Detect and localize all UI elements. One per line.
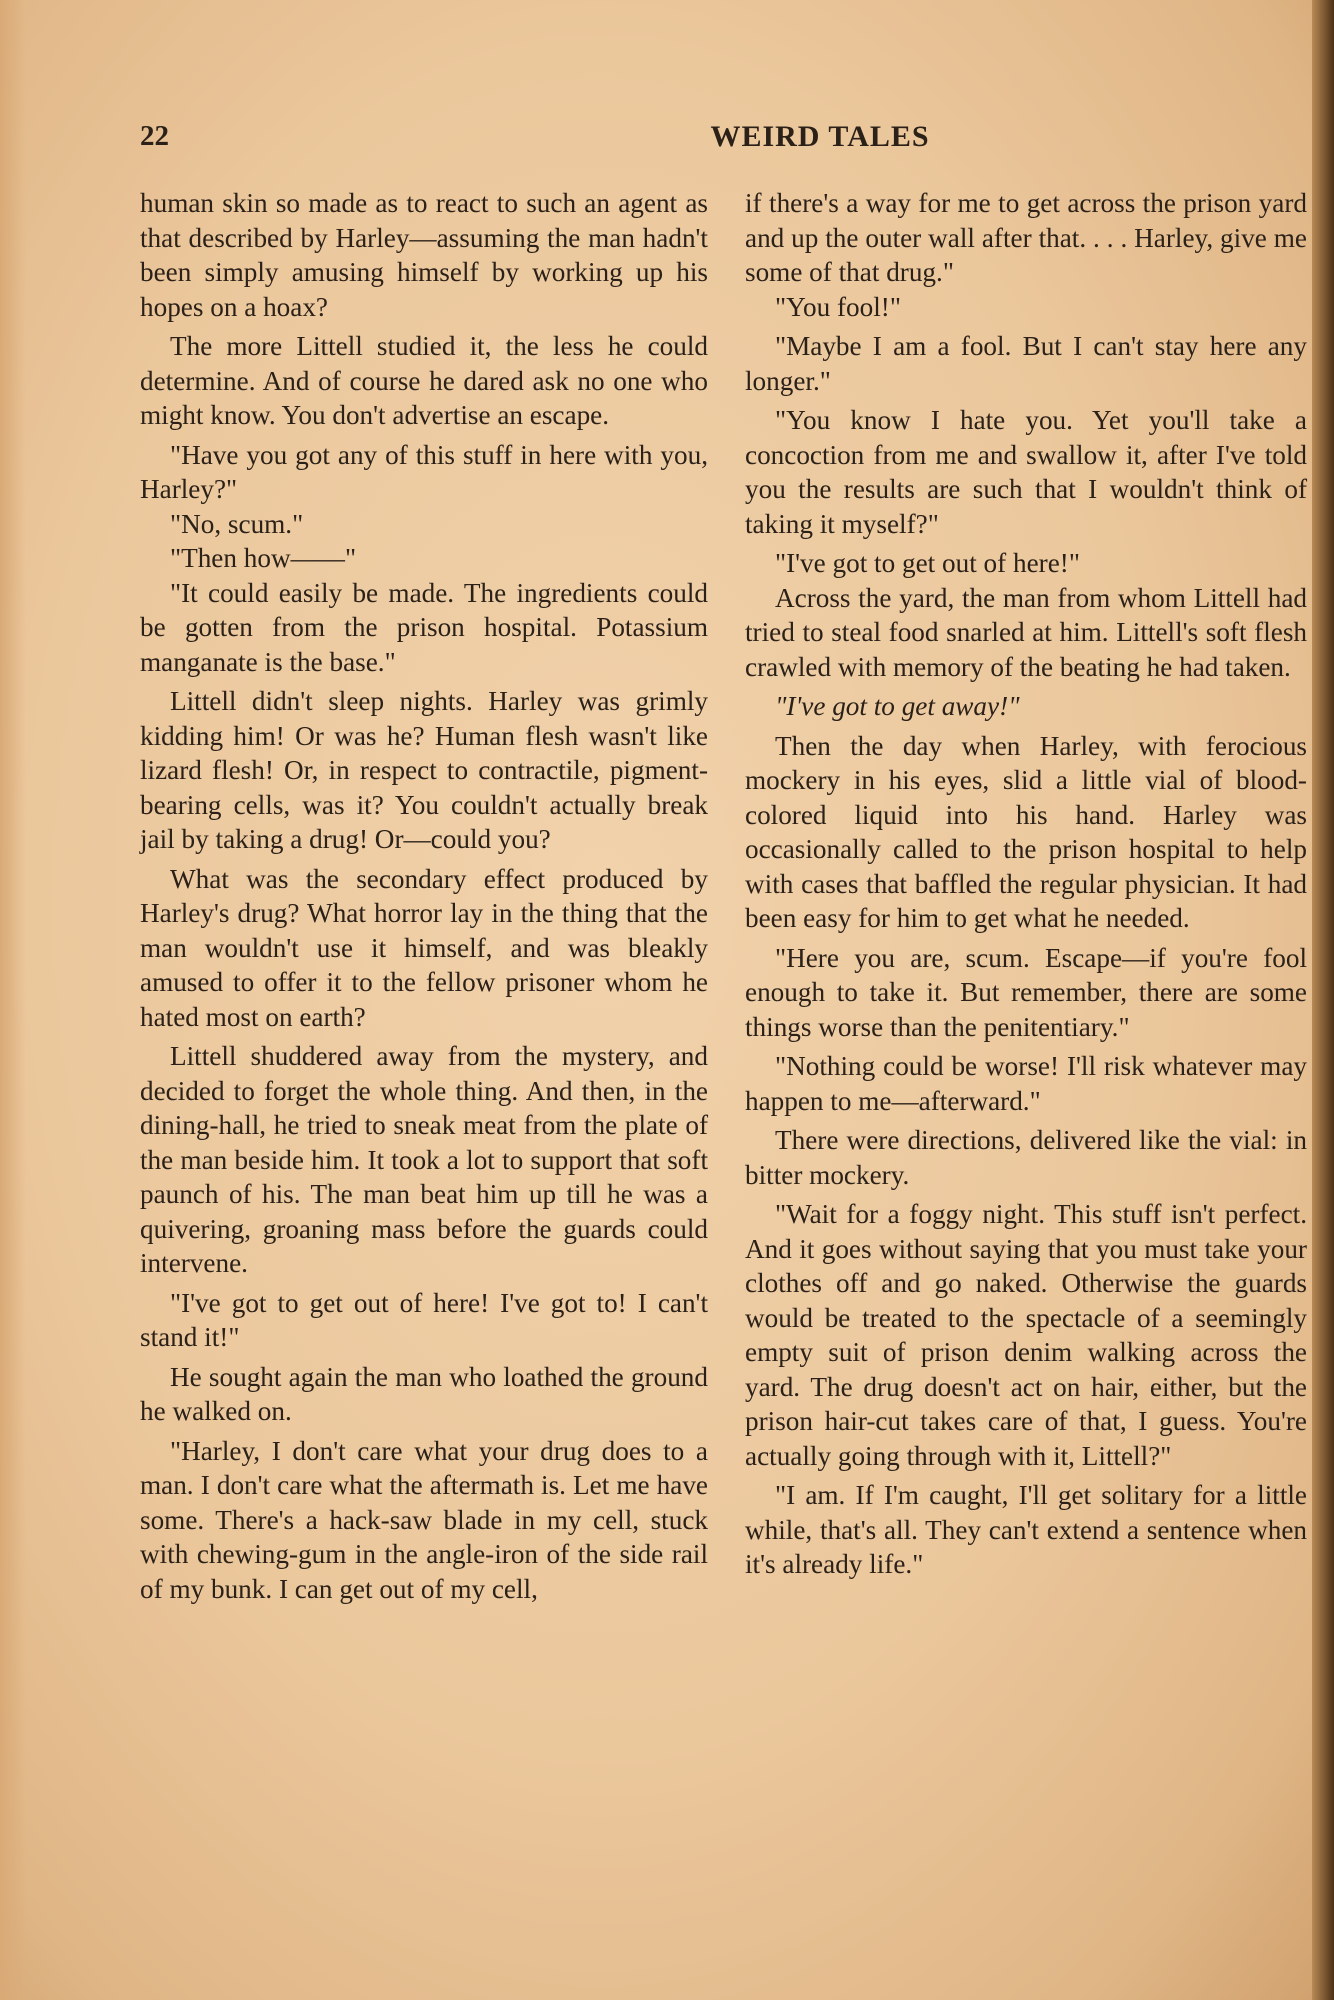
- paragraph: What was the secondary effect produced by Harley's drug? What horror lay in the thing that the man wouldn't use it himself, and was bleakly amused to offer it to the fellow prisoner whom he hated most on earth?: [140, 863, 708, 1032]
- paragraph: "I am. If I'm caught, I'll get solitary for a little while, that's all. They can't extend a sentence when it's already life.": [745, 1480, 1307, 1579]
- paragraph: "You know I hate you. Yet you'll take a concoction from me and swallow it, after I've told you the results are such that I wouldn't think of taking it myself?": [745, 405, 1307, 539]
- paragraph: Littell didn't sleep nights. Harley was grimly kidding him! Or was he? Human flesh wasn't like lizard flesh! Or, in respect to contractile, pigment-bearing cells, was it? You couldn't actually break jail by taking a drug! Or—could you?: [140, 686, 708, 854]
- running-title: WEIRD TALES: [710, 120, 930, 153]
- paragraph: "Harley, I don't care what your drug does to a man. I don't care what the aftermath is. Let me have some. There's a hack-saw blade in my cell, stuck with chewing-gum in the angle-iron of the side rail of my bunk. I can get out of my cell,: [140, 1435, 708, 1604]
- paragraph: "I've got to get out of here!": [775, 548, 1080, 578]
- paragraph: "I've got to get out of here! I've got to! I can't stand it!": [140, 1287, 708, 1352]
- paragraph: "Wait for a foggy night. This stuff isn't perfect. And it goes without saying that you must take your clothes off and go naked. Otherwise the guards would be treated to the spectacle of a seemingly empty suit of prison denim walking across the yard. The drug doesn't act on hair, either, but the prison hair-cut takes care of that, I guess. You're actually going through with it, Littell?": [745, 1199, 1307, 1471]
- page-number: 22: [140, 120, 169, 152]
- paragraph: "Maybe I am a fool. But I can't stay here any longer.": [745, 331, 1307, 396]
- paragraph: "It could easily be made. The ingredients could be gotten from the prison hospital. Potassium manganate is the base.": [140, 577, 708, 677]
- page-header: [140, 120, 1310, 160]
- paragraph: if there's a way for me to get across the prison yard and up the outer wall after that. . . . Harley, give me some of that drug.": [745, 188, 1307, 287]
- paragraph: "Then how——": [170, 543, 357, 573]
- paragraph: Littell shuddered away from the mystery, and decided to forget the whole thing. And then, in the dining-hall, he tried to sneak meat from the plate of the man beside him. It took a lot to support that soft paunch of his. The man beat him up till he was a quivering, groaning mass before the guards could intervene.: [140, 1041, 708, 1278]
- paragraph: "You fool!": [775, 291, 901, 322]
- paragraph: The more Littell studied it, the less he could determine. And of course he dared ask no one who might know. You don't advertise an escape.: [140, 331, 708, 430]
- paragraph: Across the yard, the man from whom Littell had tried to steal food snarled at him. Littell's soft flesh crawled with memory of the beating he had taken.: [745, 582, 1307, 682]
- right-text-column: [745, 186, 1307, 1906]
- paragraph: There were directions, delivered like the vial: in bitter mockery.: [745, 1125, 1307, 1190]
- paragraph: "Have you got any of this stuff in here with you, Harley?": [140, 439, 708, 504]
- paragraph: "No, scum.": [170, 508, 304, 539]
- page-left-shading: [0, 0, 26, 2000]
- paragraph: "Nothing could be worse! I'll risk whatever may happen to me—afterward.": [745, 1051, 1307, 1116]
- paragraph: Then the day when Harley, with ferocious mockery in his eyes, slid a little vial of blood-colored liquid into his hand. Harley was occasionally called to the prison hospital to help with cases that baffled the regular physician. It had been easy for him to get what he needed.: [745, 730, 1307, 933]
- paragraph: human skin so made as to react to such an agent as that described by Harley—assuming the man hadn't been simply amusing himself by working up his hopes on a hoax?: [140, 188, 708, 322]
- paragraph-italic: "I've got to get away!": [775, 691, 1020, 721]
- binding-spine-shadow: [1312, 0, 1334, 2000]
- left-text-column: [140, 186, 708, 1906]
- paragraph: "Here you are, scum. Escape—if you're fool enough to take it. But remember, there are some things worse than the penitentiary.": [745, 942, 1307, 1042]
- paragraph: He sought again the man who loathed the ground he walked on.: [140, 1361, 708, 1426]
